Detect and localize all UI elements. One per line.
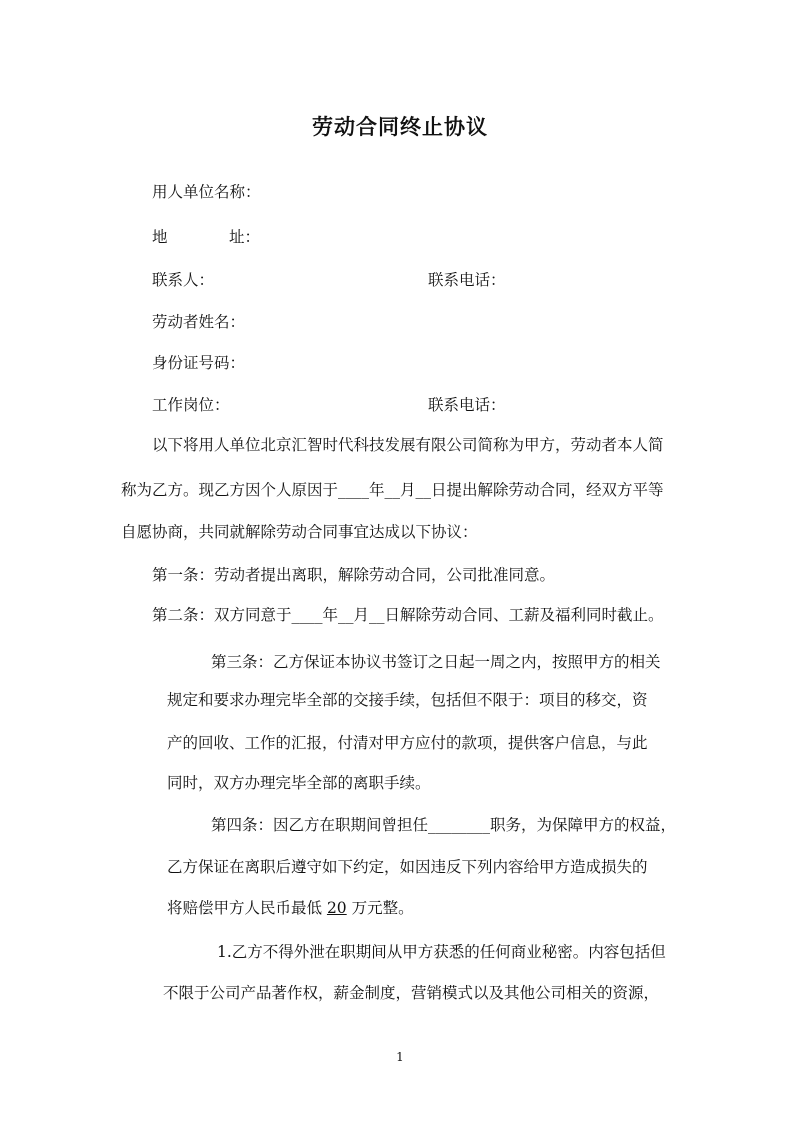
- contact-phone-label: 联系电话：: [428, 271, 506, 289]
- employer-name-label: 用人单位名称：: [152, 183, 261, 201]
- article-1: 第一条：劳动者提出离职，解除劳动合同，公司批准同意。: [152, 566, 556, 584]
- article-2: 第二条：双方同意于____年__月__日解除劳动合同、工薪及福利同时截止。: [152, 606, 664, 624]
- article-4-amount-suffix: 万元整。: [346, 899, 414, 917]
- position-label: 工作岗位：: [152, 396, 230, 414]
- article-4-amount-prefix: 将赔偿甲方人民币最低: [167, 899, 327, 917]
- clause-1-line: 1.乙方不得外泄在职期间从甲方获悉的任何商业秘密。内容包括但: [217, 943, 666, 961]
- article-4-blank: ________: [428, 816, 491, 834]
- address-label-char2: 址：: [229, 228, 261, 246]
- page-number: 1: [396, 1050, 404, 1064]
- employee-name-label: 劳动者姓名：: [152, 313, 246, 331]
- document-title: 劳动合同终止协议: [312, 114, 488, 139]
- id-number-label: 身份证号码：: [152, 354, 246, 372]
- address-label-char1: 地: [152, 228, 168, 246]
- article-4-prefix: 第四条：因乙方在职期间曾担任: [211, 816, 429, 834]
- article-4-line: 乙方保证在离职后遵守如下约定，如因违反下列内容给甲方造成损失的: [167, 858, 648, 876]
- contact-phone-label-2: 联系电话：: [428, 396, 506, 414]
- article-4-amount: 20: [326, 899, 347, 917]
- article-3-line: 同时，双方办理完毕全部的离职手续。: [167, 774, 431, 792]
- article-3-line: 规定和要求办理完毕全部的交接手续，包括但不限于：项目的移交，资: [167, 691, 648, 709]
- contact-person-label: 联系人：: [152, 271, 215, 289]
- intro-line: 称为乙方。现乙方因个人原因于____年__月__日提出解除劳动合同，经双方平等: [121, 481, 664, 499]
- article-3-line: 产的回收、工作的汇报，付清对甲方应付的款项，提供客户信息，与此: [167, 734, 648, 752]
- article-4-line: [167, 898, 414, 918]
- article-3-line: 第三条：乙方保证本协议书签订之日起一周之内，按照甲方的相关: [211, 653, 661, 671]
- intro-line: 以下将用人单位北京汇智时代科技发展有限公司简称为甲方，劳动者本人简: [152, 436, 664, 454]
- article-4-line: [211, 815, 676, 835]
- article-4-suffix: 职务，为保障甲方的权益，: [490, 816, 677, 834]
- clause-1-line: 不限于公司产品著作权，薪金制度，营销模式以及其他公司相关的资源，: [163, 984, 660, 1002]
- intro-line: 自愿协商，共同就解除劳动合同事宜达成以下协议：: [121, 523, 478, 541]
